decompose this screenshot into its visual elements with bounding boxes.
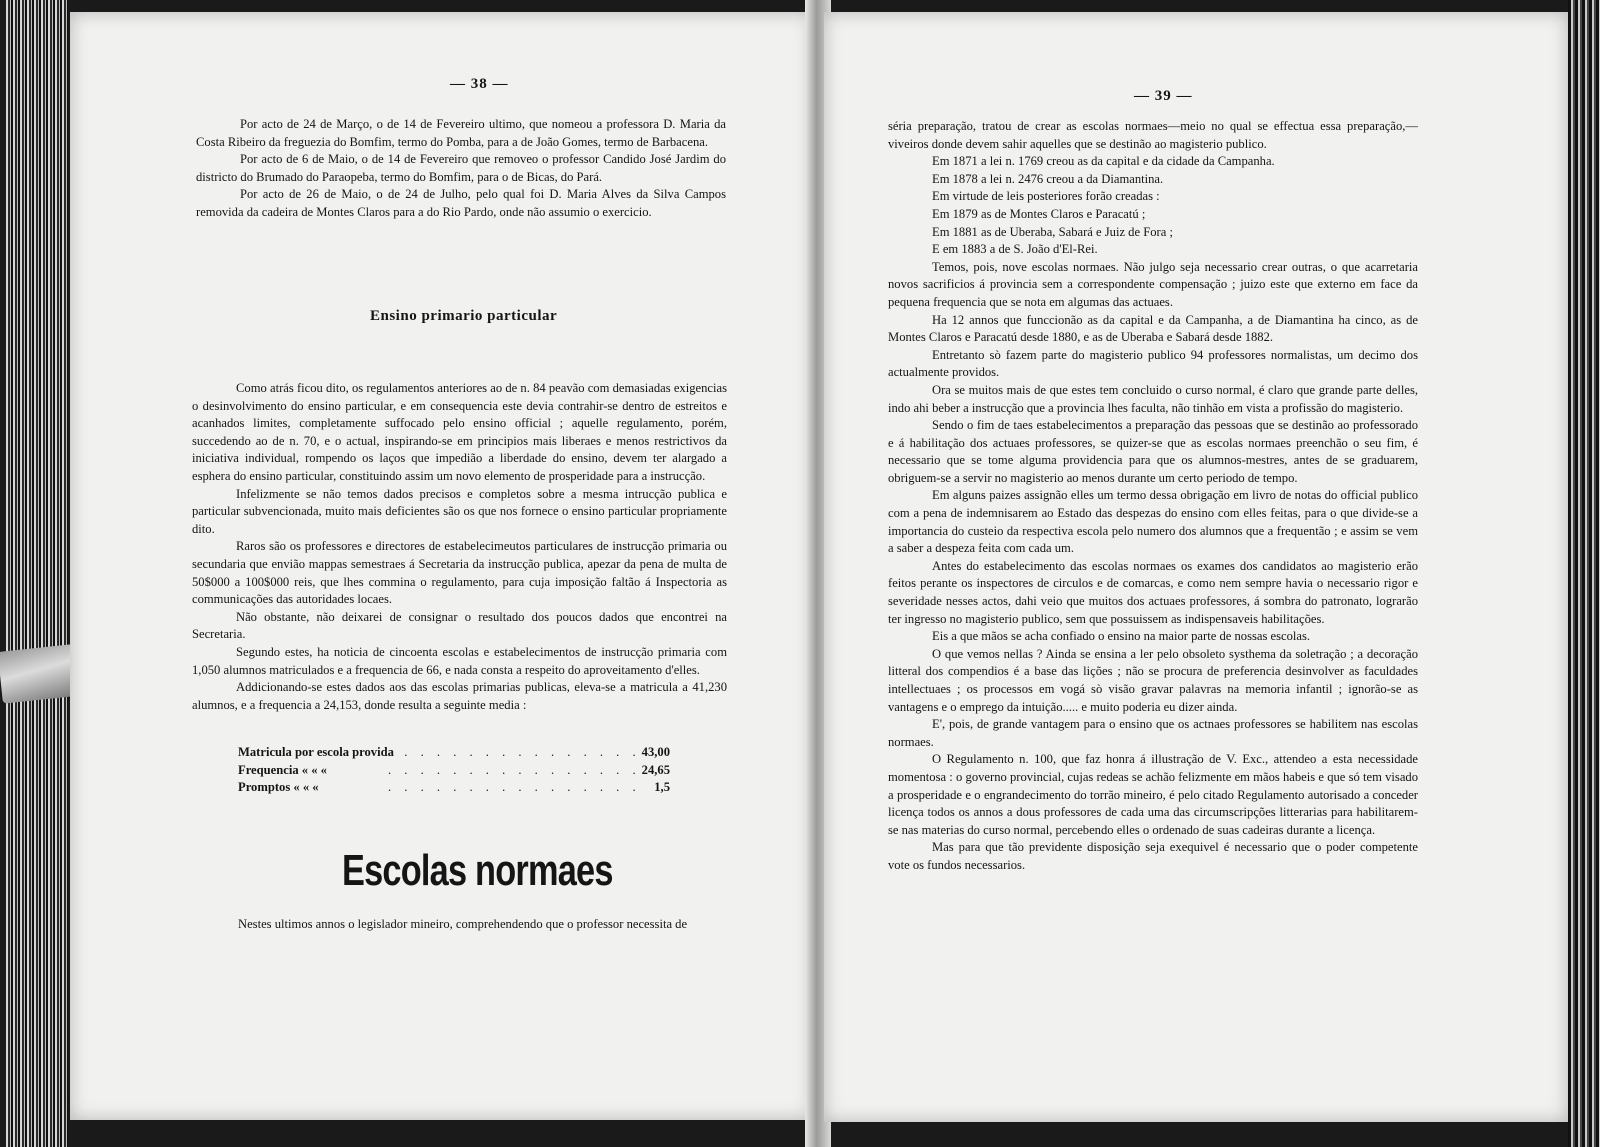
paragraph: Mas para que tão previdente disposição seja exequivel é necessario que o poder competente vote os fundos necessarios. <box>888 840 1418 872</box>
left-main-paragraphs <box>192 380 727 714</box>
stats-table <box>238 744 670 797</box>
stats-leader: . . . . . . . . . . . . . . . . <box>388 745 641 759</box>
left-top-paragraphs <box>196 116 726 222</box>
paragraph: Raros são os professores e directores de estabelecimeutos particulares de instrucção primaria ou secundaria que envião mappas semestraes á Secretaria da instrucção publica, apezar da pena de multa de 50$000 a 100$000 reis, que lhes commina o regulamento, para cuja imposição faltão á Inspectoria as communicações das autoridades locaes. <box>192 539 727 607</box>
paragraph: O que vemos nellas ? Ainda se ensina a ler pelo obsoleto systhema da soletração ; a decoração litteral dos compendios é a base das lições ; não se procura de preferencia desinvolver as faculdades intellectuaes ; os processos em vogá sò visão gravar palavras na memoria infantil ; ignorão-se as vantagens e o emprego da intuição..... e muito poderia eu dizer ainda. <box>888 646 1418 714</box>
paragraph: Nestes ultimos annos o legislador mineiro, comprehendendo que o professor necessita de <box>238 917 688 931</box>
right-paragraphs <box>888 118 1418 875</box>
paragraph: Em 1881 as de Uberaba, Sabará e Juiz de Fora ; <box>932 224 1173 239</box>
paragraph: Segundo estes, ha noticia de cincoenta escolas e estabelecimentos de instrucção primaria com 1,050 alumnos matriculados e a frequencia de 66, e nada consta a respeito do aproveitamento d'elles. <box>192 644 727 677</box>
paragraph: Em virtude de leis posteriores forão creadas : <box>932 189 1160 204</box>
stats-row <box>238 779 670 797</box>
paragraph: Sendo o fim de taes estabelecimentos a preparação das pessoas que se destinão ao professorado e á habilitação dos actuaes professores, se quizer-se que as escolas normaes preenchão o seu fim, é necessario que se tome alguma providencia para que os alumnos-mestres, antes de se graduarem, obriguem-se a servir no magisterio ao menos durante um certo periodo de tempo. <box>888 418 1418 485</box>
paragraph: E', pois, de grande vantagem para o ensino que os actnaes professores se habilitem nas escolas normaes. <box>888 717 1418 749</box>
book-edge-right <box>1568 0 1600 1147</box>
paragraph: Em 1871 a lei n. 1769 creou as da capital e da cidade da Campanha. <box>932 154 1275 169</box>
stats-row <box>238 744 670 762</box>
paragraph: O Regulamento n. 100, que faz honra á illustração de V. Exc., attendeo a esta necessidade momentosa : o governo provincial, cujas redeas se achão felizmente em mãos habeis e que só tem visado a prosperidade e o engrandecimento do torrão mineiro, é pelo citado Regulamento autorisado a conceder licença todos os annos a dous professores de cada uma das circumscripções litterarias para habilitarem-se nas materias do curso normal, percebendo elles o ordenado de suas cadeiras durante a licença. <box>888 752 1418 837</box>
page-right <box>824 12 1568 1122</box>
paragraph: Não obstante, não deixarei de consignar o resultado dos poucos dados que encontrei na Secretaria. <box>192 609 727 642</box>
stats-value: 24,65 <box>641 762 670 777</box>
stats-leader: . . . . . . . . . . . . . . . . <box>388 762 641 777</box>
stats-leader: . . . . . . . . . . . . . . . . <box>388 780 641 795</box>
paragraph: Addicionando-se estes dados aos das escolas primarias publicas, eleva-se a matricula a 41,230 alumnos, e a frequencia a 24,153, donde resulta a seguinte media : <box>192 680 727 712</box>
section-heading-large: Escolas normaes <box>342 846 613 895</box>
paragraph: Por acto de 6 de Maio, o de 14 de Fevereiro que removeo o professor Candido José Jardim do districto do Brumado do Paraopeba, termo do Bomfim, para o de Bicas, do Pará. <box>196 152 726 184</box>
paragraph: Em 1879 as de Montes Claros e Paracatú ; <box>932 206 1146 221</box>
stats-row <box>238 762 670 780</box>
stats-value: 43,00 <box>641 745 670 759</box>
book-edge-left <box>6 0 68 1147</box>
paragraph: Eis a que mãos se acha confiado o ensino na maior parte de nossas escolas. <box>932 629 1311 644</box>
page-number-left: — 38 — <box>450 76 509 92</box>
section-heading: Ensino primario particular <box>370 308 558 324</box>
paragraph: Ha 12 annos que funccionão as da capital e da Campanha, a de Diamantina ha cinco, as de Montes Claros e Paracatú desde 1880, e as de Uberaba e Sabará desde 1882. <box>888 312 1418 345</box>
stats-label: Matricula por escola provida <box>238 745 394 759</box>
page-left <box>70 12 812 1120</box>
stats-value: 1,5 <box>654 780 670 795</box>
paragraph: Temos, pois, nove escolas normaes. Não julgo seja necessario crear outras, o que acarretaria novos sacrificios á provincia sem a correspondente compensação ; juizo este que externo em face da pequena frequencia que se nota em algumas das actuaes. <box>888 259 1418 309</box>
paragraph: Por acto de 26 de Maio, o de 24 de Julho, pelo qual foi D. Maria Alves da Silva Campos removida da cadeira de Montes Claros para a do Rio Pardo, onde não assumio o exercicio. <box>196 187 726 219</box>
paragraph: Infelizmente se não temos dados precisos e completos sobre a mesma intrucção publica e particular subvencionada, muito mais deficientes são os que nos fornece o ensino particular propriamente dito. <box>192 486 727 536</box>
stats-label: Promptos « « « <box>238 780 319 795</box>
page-number-right: — 39 — <box>1134 88 1193 104</box>
paragraph: séria preparação, tratou de crear as escolas normaes—meio no qual se effectua essa preparação,— viveiros donde devem sahir aquelles que se destinão ao magisterio publico. <box>888 119 1418 151</box>
paragraph: Antes do estabelecimento das escolas normaes os exames dos candidatos ao magisterio erão feitos perante os inspectores de circulos e de comarcas, e como nem sempre havia o necessario rigor e severidade nesses actos, dahi veio que muitos dos actuaes professores, á sombra do patronato, lograrão ter ingresso no magisterio publico, sem que possuissem as indispensaveis habilitações. <box>888 558 1418 626</box>
paragraph: Em alguns paizes assignão elles um termo dessa obrigação em livro de notas do official publico com a pena de indemnisarem ao Estado das despezas do ensino com elles feitas, para o que divide-se a importancia do custeio da respectiva escola pelo numero dos alumnos que a frequentão ; e assim se vem a saber a despeza feita com cada um. <box>888 488 1418 556</box>
paragraph: Ora se muitos mais de que estes tem concluido o curso normal, é claro que grande parte delles, indo ahi beber a instrucção que a provincia lhes faculta, não tinhão em vista a profissão do magisterio. <box>888 382 1418 415</box>
paragraph: Em 1878 a lei n. 2476 creou a da Diamantina. <box>932 171 1164 186</box>
paragraph: Entretanto sò fazem parte do magisterio publico 94 professores normalistas, um decimo dos actualmente providos. <box>888 347 1418 380</box>
left-last-line <box>238 916 738 934</box>
paragraph: Por acto de 24 de Março, o de 14 de Fevereiro ultimo, que nomeou a professora D. Maria da Costa Ribeiro da freguezia do Bomfim, termo do Pomba, para a de João Gomes, termo de Barbacena. <box>196 117 726 149</box>
paragraph: E em 1883 a de S. João d'El-Rei. <box>932 242 1098 257</box>
stats-label: Frequencia « « « <box>238 762 327 777</box>
paragraph: Como atrás ficou dito, os regulamentos anteriores ao de n. 84 peavão com demasiadas exigencias o desinvolvimento do ensino particular, e em consequencia este devia contrahir-se dentro de estreitos e acanhados limites, completamente suffocado pelo ensino official ; aquelle regulamento, porém, succedendo ao de n. 70, e o actual, inspirando-se em principios mais liberaes e menos restrictivos da iniciativa individual, rompendo os laços que impedião a liberdade do ensino, devem ter alargado a esphera do ensino particular, constituindo assim um novo elemento de prosperidade para a instrucção. <box>192 381 727 483</box>
